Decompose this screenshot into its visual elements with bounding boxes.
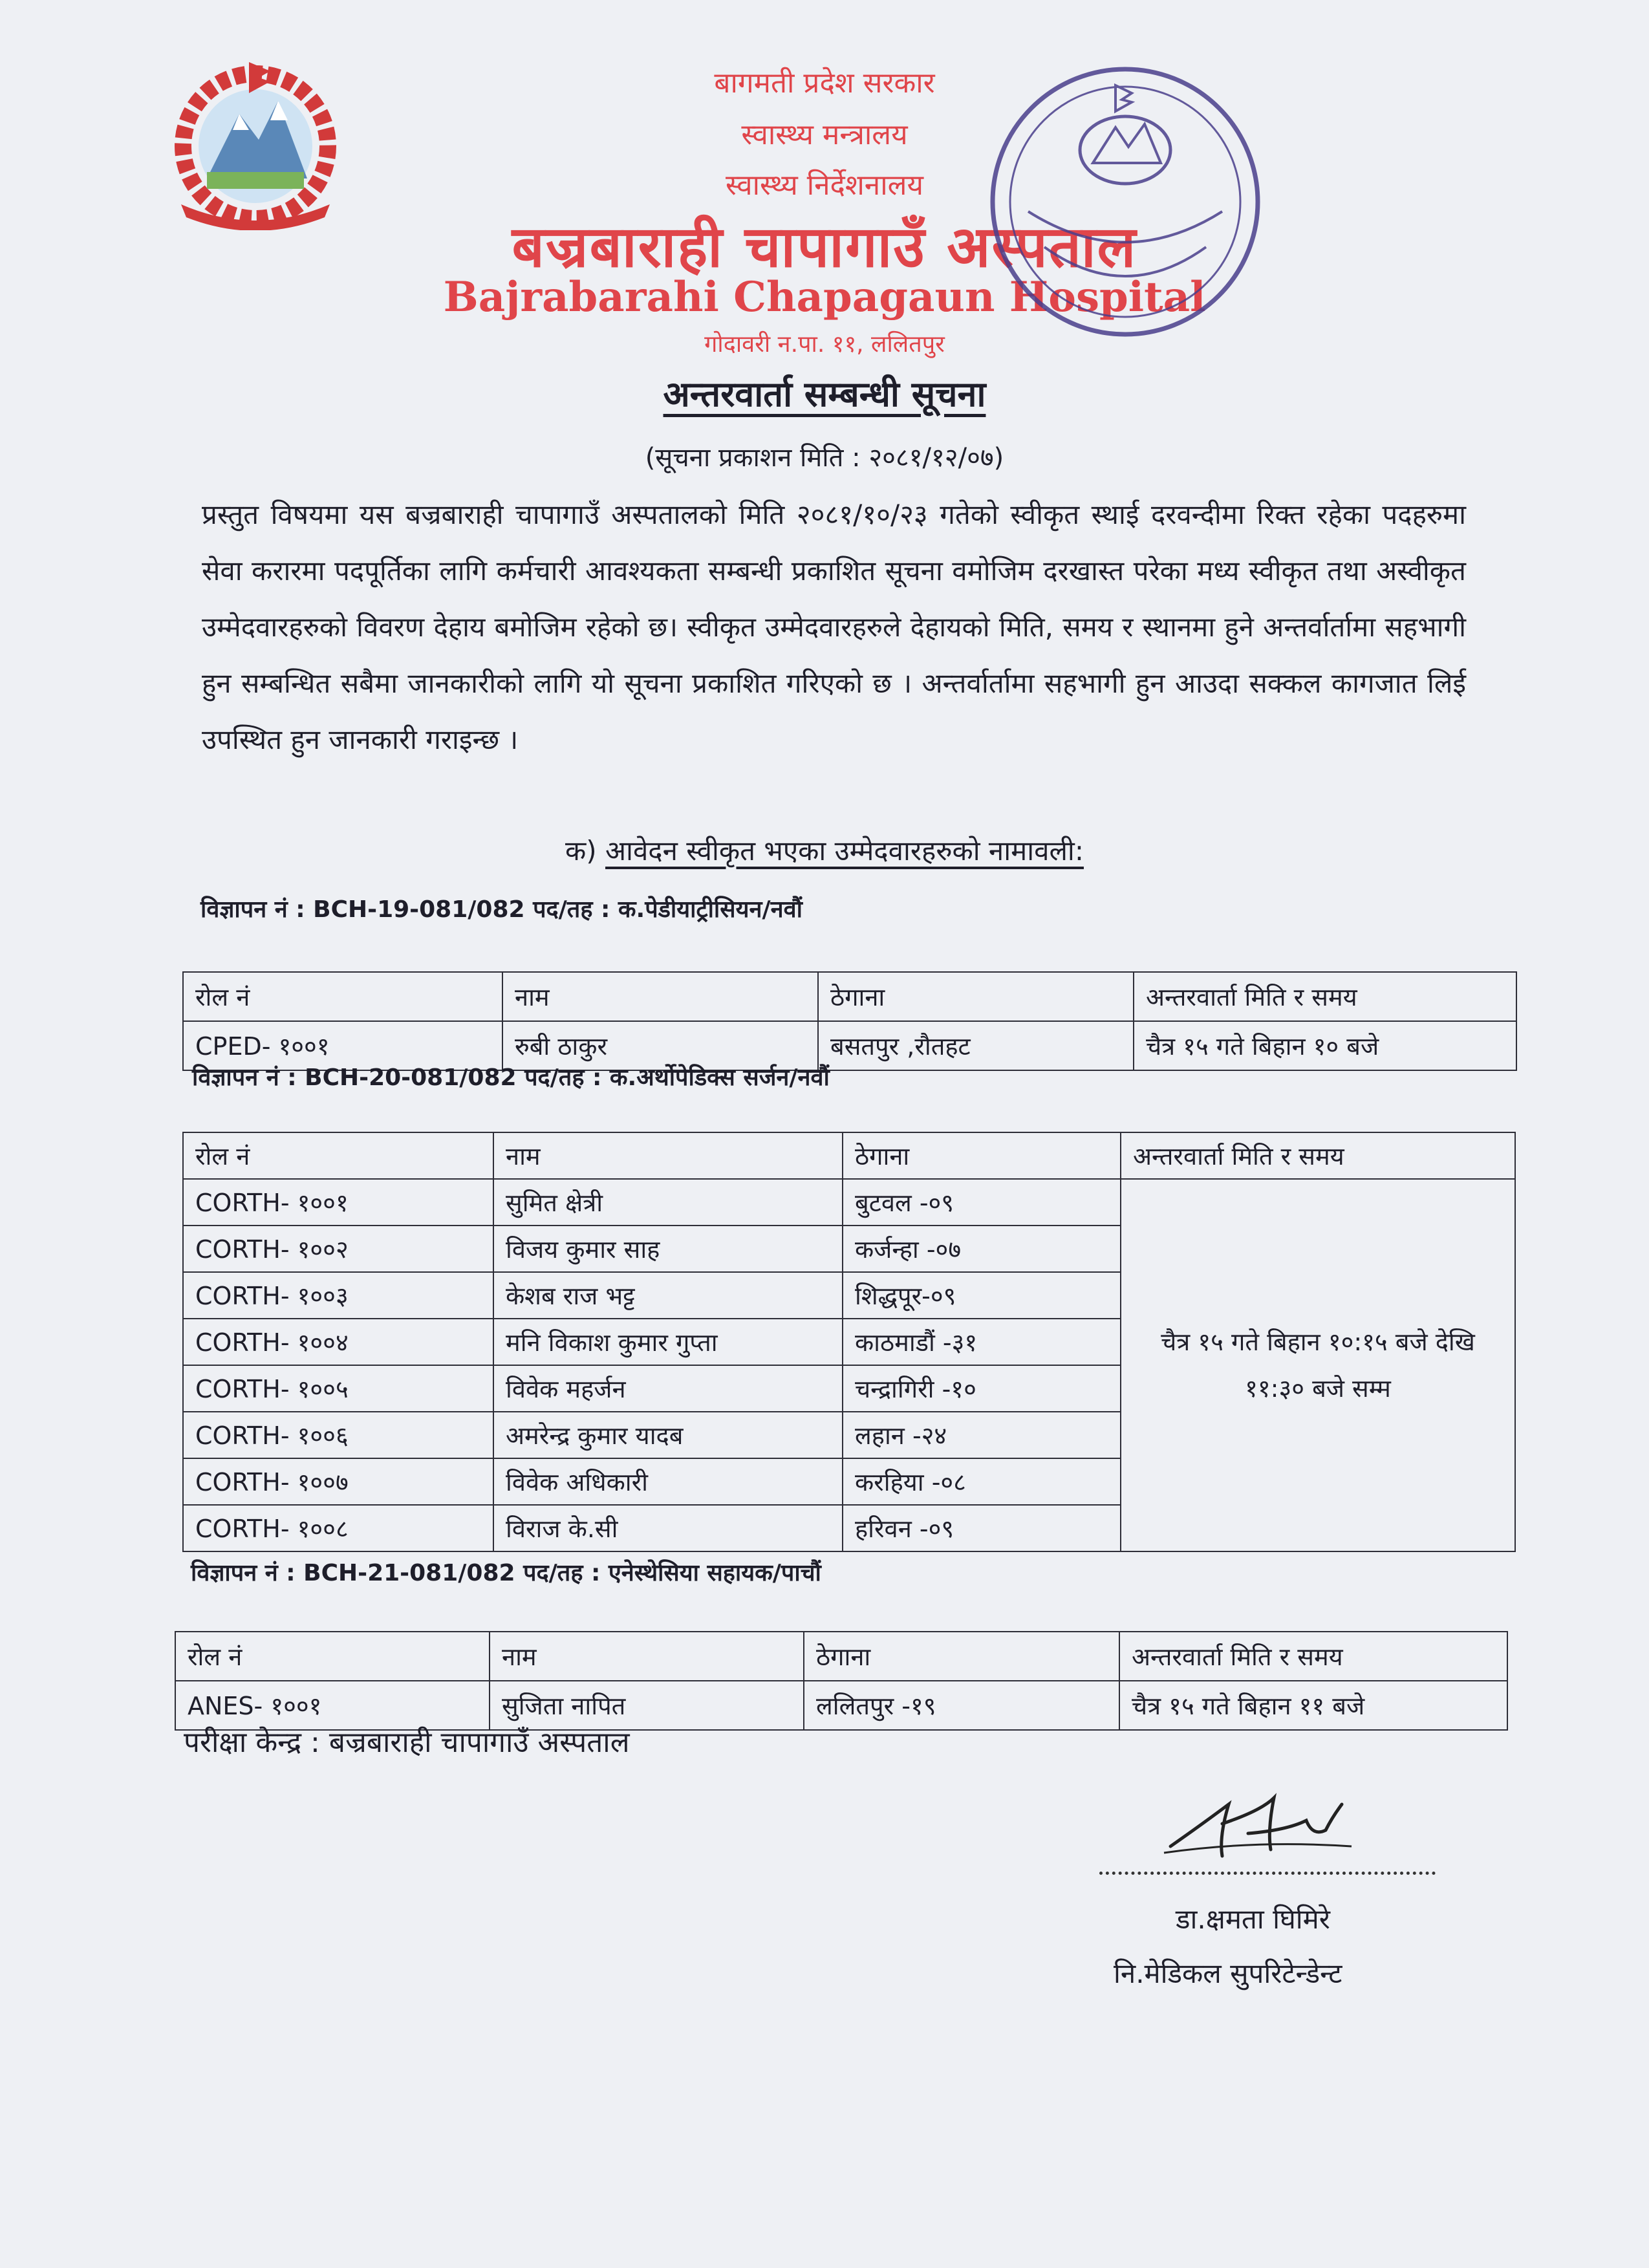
roll-cell: CORTH- १००७ — [183, 1458, 493, 1505]
address-cell: काठमाडौं -३१ — [843, 1319, 1121, 1365]
column-roll: रोल नं — [183, 1132, 493, 1179]
roll-cell: CORTH- १००३ — [183, 1272, 493, 1319]
roll-cell: CPED- १००१ — [183, 1021, 502, 1070]
name-cell: विराज के.सी — [493, 1505, 843, 1551]
column-interview: अन्तरवार्ता मिति र समय — [1119, 1632, 1507, 1681]
header-province: बागमती प्रदेश सरकार — [714, 67, 935, 100]
interview-cell: चैत्र १५ गते बिहान १० बजे — [1134, 1021, 1516, 1070]
name-cell: विजय कुमार साह — [493, 1226, 843, 1272]
address-cell: लहान -२४ — [843, 1412, 1121, 1458]
candidate-table-orthopedics — [182, 1132, 1516, 1552]
signatory-title: नि.मेडिकल सुपरिटेन्डेन्ट — [1114, 1958, 1342, 1989]
name-cell: सुमित क्षेत्री — [493, 1179, 843, 1226]
section-heading — [0, 832, 1649, 869]
candidate-table-anesthesia — [175, 1631, 1508, 1731]
roll-cell: CORTH- १००१ — [183, 1179, 493, 1226]
notice-body-text: प्रस्तुत विषयमा यस बज्रबाराही चापागाउँ अस्पतालको मिति २०८१/१०/२३ गतेको स्वीकृत स्थाई दरवन्दीमा रिक्त रहेका पदहरुमा सेवा करारमा पदपूर्तिका लागि कर्मचारी आवश्यकता सम्बन्धी प्रकाशित सूचना वमोजिम दरखास्त परेका मध्य स्वीकृत तथा अस्वीकृत उम्मेदवारहरुको विवरण देहाय बमोजिम रहेको छ। स्वीकृत उम्मेदवारहरुले देहायको मिति, समय र स्थानमा हुने अन्तर्वार्तामा सहभागी हुन सम्बन्धित सबैमा जानकारीको लागि यो सूचना प्रकाशित गरिएको छ । अन्तर्वार्तामा सहभागी हुन आउदा सक्कल कागजात लिई उपस्थित हुन जानकारी गराइन्छ । — [202, 499, 1466, 755]
section-prefix: क) — [565, 835, 597, 867]
section-heading-text: आवेदन स्वीकृत भएका उम्मेदवारहरुको नामावली: — [605, 835, 1084, 867]
column-address: ठेगाना — [843, 1132, 1121, 1179]
signature-line — [1099, 1872, 1436, 1875]
column-roll: रोल नं — [183, 972, 502, 1021]
header-directorate: स्वास्थ्य निर्देशनालय — [726, 169, 923, 202]
roll-cell: CORTH- १००८ — [183, 1505, 493, 1551]
candidate-table-pediatrician — [182, 971, 1517, 1071]
notice-title: अन्तरवार्ता सम्बन्धी सूचना — [663, 374, 986, 415]
roll-cell: CORTH- १००४ — [183, 1319, 493, 1365]
table-row — [183, 1179, 1515, 1226]
column-roll: रोल नं — [175, 1632, 490, 1681]
advertisement-label: विज्ञापन नं : BCH-21-081/082 पद/तह : एनेस्थेसिया सहायक/पाचौं — [191, 1560, 821, 1586]
signature-icon — [1158, 1785, 1364, 1869]
exam-center: परीक्षा केन्द्र : बज्रबाराही चापागाउँ अस्पताल — [184, 1726, 630, 1759]
advertisement-label: विज्ञापन नं : BCH-19-081/082 पद/तह : क.पेडीयाट्रीसियन/नवौं — [200, 896, 803, 923]
name-cell: अमरेन्द्र कुमार यादब — [493, 1412, 843, 1458]
roll-cell: CORTH- १००६ — [183, 1412, 493, 1458]
name-cell: सुजिता नापित — [490, 1681, 804, 1730]
interview-cell: चैत्र १५ गते बिहान ११ बजे — [1119, 1681, 1507, 1730]
name-cell: मनि विकाश कुमार गुप्ता — [493, 1319, 843, 1365]
table-header-row — [183, 1132, 1515, 1179]
roll-cell: CORTH- १००२ — [183, 1226, 493, 1272]
address-cell: करहिया -०८ — [843, 1458, 1121, 1505]
address-cell: बसतपुर ,रौतहट — [818, 1021, 1134, 1070]
column-interview: अन्तरवार्ता मिति र समय — [1121, 1132, 1515, 1179]
name-cell: विवेक महर्जन — [493, 1365, 843, 1412]
column-name: नाम — [502, 972, 818, 1021]
table-header-row — [175, 1632, 1507, 1681]
name-cell: रुबी ठाकुर — [502, 1021, 818, 1070]
table-header-row — [183, 972, 1516, 1021]
header-ministry: स्वास्थ्य मन्त्रालय — [741, 118, 908, 151]
hospital-name-english: Bajrabarahi Chapagaun Hospital — [443, 273, 1206, 321]
column-interview: अन्तरवार्ता मिति र समय — [1134, 972, 1516, 1021]
interview-cell: चैत्र १५ गते बिहान १०:१५ बजे देखि ११:३० बजे सम्म — [1121, 1179, 1515, 1551]
address-cell: शिद्धपूर-०९ — [843, 1272, 1121, 1319]
roll-cell: CORTH- १००५ — [183, 1365, 493, 1412]
signatory-name: डा.क्षमता घिमिरे — [1176, 1903, 1330, 1935]
hospital-name-nepali: बज्रबाराही चापागाउँ अस्पताल — [512, 213, 1137, 280]
column-name: नाम — [490, 1632, 804, 1681]
hospital-address: गोदावरी न.पा. ११, ललितपुर — [704, 331, 945, 358]
address-cell: हरिवन -०९ — [843, 1505, 1121, 1551]
address-cell: कर्जन्हा -०७ — [843, 1226, 1121, 1272]
name-cell: केशब राज भट्ट — [493, 1272, 843, 1319]
column-address: ठेगाना — [804, 1632, 1119, 1681]
column-name: नाम — [493, 1132, 843, 1179]
official-stamp-icon — [983, 59, 1267, 344]
roll-cell: ANES- १००१ — [175, 1681, 490, 1730]
address-cell: बुटवल -०९ — [843, 1179, 1121, 1226]
advertisement-label: विज्ञापन नं : BCH-20-081/082 पद/तह : क.अर्थोपेडिक्स सर्जन/नवौं — [192, 1064, 830, 1091]
notice-body — [202, 486, 1466, 768]
address-cell: चन्द्रागिरी -१० — [843, 1365, 1121, 1412]
publish-date: (सूचना प्रकाशन मिति : २०८१/१२/०७) — [645, 443, 1004, 473]
address-cell: ललितपुर -१९ — [804, 1681, 1119, 1730]
column-address: ठेगाना — [818, 972, 1134, 1021]
name-cell: विवेक अधिकारी — [493, 1458, 843, 1505]
